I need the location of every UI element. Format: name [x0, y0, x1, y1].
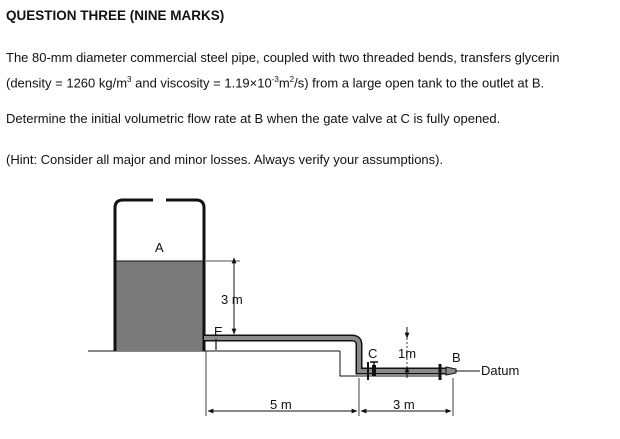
entrance-label: E	[214, 324, 223, 339]
length-label-2: 3 m	[393, 397, 415, 412]
length-label-1: 5 m	[270, 397, 292, 412]
superscript-exponent: -3	[271, 75, 279, 84]
superscript-area: 2	[289, 75, 295, 84]
hint-statement: (Hint: Consider all major and minor losses. Always verify your assumptions).	[6, 152, 444, 167]
task-statement: Determine the initial volumetric flow rate at B when the gate valve at C is fully opened.	[6, 111, 501, 126]
drop-label: 1m	[398, 346, 417, 361]
glycerin-liquid	[115, 261, 204, 351]
outlet-label: B	[452, 350, 461, 365]
superscript-density: 3	[127, 75, 132, 84]
tank-label: A	[155, 240, 164, 255]
lower-ground	[340, 351, 346, 376]
datum-label: Datum	[481, 363, 520, 378]
statement-line-1: The 80-mm diameter commercial steel pipe, coupled with two threaded bends, transfers glycerin	[6, 50, 560, 65]
height-label: 3 m	[221, 292, 243, 307]
statement-line-2c: m	[278, 75, 290, 91]
question-heading: QUESTION THREE (NINE MARKS)	[6, 8, 225, 23]
statement-line-2b: and viscosity = 1.19×10	[131, 75, 272, 91]
statement-line-2d: /s) from a large open tank to the outlet at B.	[294, 75, 545, 91]
outlet-nozzle	[446, 367, 456, 375]
valve-label: C	[368, 346, 378, 361]
statement-line-2a: (density = 1260 kg/m	[6, 75, 128, 91]
